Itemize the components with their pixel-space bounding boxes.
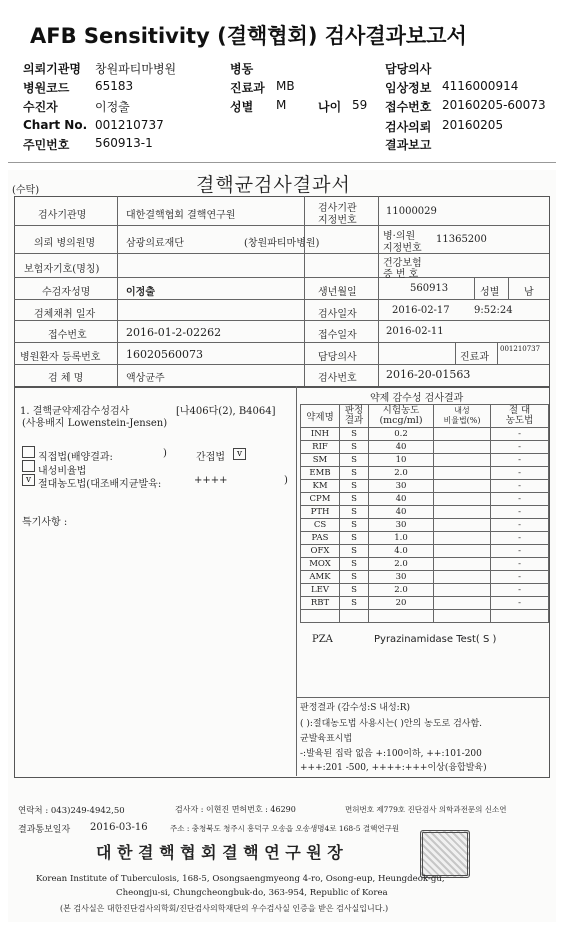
drug-abs: - bbox=[491, 545, 549, 558]
drug-row bbox=[301, 571, 549, 584]
drug-abs: - bbox=[491, 441, 549, 454]
lab-code-value: 11000029 bbox=[386, 206, 437, 217]
col-judge: 판정 결과 bbox=[340, 405, 369, 428]
gender-value: 남 bbox=[524, 287, 534, 298]
drug-conc: 30 bbox=[369, 571, 434, 584]
legend-3: 균발육표시법 bbox=[300, 734, 353, 744]
drug-ratio bbox=[434, 480, 491, 493]
legend-2: ( ):절대농도법 사용시는( )안의 농도로 검사함. bbox=[300, 719, 483, 729]
drug-ratio bbox=[434, 454, 491, 467]
dept-value: MB bbox=[276, 79, 295, 93]
drug-name: MOX bbox=[301, 558, 340, 571]
direct-method-label: 직접법(배양결과: bbox=[38, 452, 113, 463]
sensitivity-table bbox=[300, 404, 549, 623]
org-en-line1: Korean Institute of Tuberculosis, 168-5, Osongsaengmyeong 4-ro, Osong-eup, Heungdeok-gu, bbox=[36, 874, 445, 884]
collection-date-label: 검체채취 일자 bbox=[34, 309, 96, 320]
drug-name: AMK bbox=[301, 571, 340, 584]
drug-judge: S bbox=[340, 441, 369, 454]
hosp-code-label-2: 지정번호 bbox=[383, 243, 422, 254]
dept2-value: 001210737 bbox=[500, 345, 541, 353]
request-label: 검사의뢰 bbox=[385, 120, 432, 134]
lab-name-label: 검사기관명 bbox=[38, 210, 87, 221]
drug-conc: 4.0 bbox=[369, 545, 434, 558]
legend-4: -:발육된 집락 없음 +:100이하, ++:101-200 bbox=[300, 749, 482, 759]
test-code: [나406다(2), B4064] bbox=[176, 406, 276, 417]
age-value: 59 bbox=[352, 98, 368, 112]
drug-abs: - bbox=[491, 532, 549, 545]
report-date-value: 2016-03-16 bbox=[90, 822, 148, 833]
report-date-label: 결과통보일자 bbox=[18, 825, 71, 835]
pza-value: Pyrazinamidase Test( S ) bbox=[374, 634, 497, 645]
certification-note: (본 검사실은 대한진단검사의학회/진단검사의학재단의 우수검사실 인증을 받은 검사실입니다.) bbox=[60, 904, 389, 913]
drug-row bbox=[301, 558, 549, 571]
patient-value: 이정출 bbox=[95, 100, 130, 114]
birth-value: 560913 bbox=[410, 283, 449, 294]
ratio-method-checkbox bbox=[22, 460, 35, 472]
report-label: 결과보고 bbox=[385, 138, 432, 152]
drug-name: RBT bbox=[301, 597, 340, 610]
examinee-value: 이정출 bbox=[126, 287, 155, 298]
examinee-label: 수검자성명 bbox=[42, 287, 91, 298]
drug-judge: S bbox=[340, 571, 369, 584]
drug-row bbox=[301, 493, 549, 506]
header-divider bbox=[8, 162, 556, 163]
drug-ratio bbox=[434, 441, 491, 454]
drug-name: PTH bbox=[301, 506, 340, 519]
drug-conc: 30 bbox=[369, 480, 434, 493]
drug-abs: - bbox=[491, 506, 549, 519]
clinical-label: 임상정보 bbox=[385, 81, 432, 95]
control-growth-value: ++++ bbox=[194, 475, 228, 486]
address-kr: 주소 : 충청북도 청주시 흥덕구 오송읍 오송생명4로 168-5 결핵연구원 bbox=[170, 824, 400, 833]
lab-code-label-2: 지정번호 bbox=[318, 215, 357, 226]
drug-name: SM bbox=[301, 454, 340, 467]
drug-ratio bbox=[434, 506, 491, 519]
test-no-label: 검사번호 bbox=[318, 373, 357, 384]
pza-label: PZA bbox=[312, 634, 333, 645]
drug-row bbox=[301, 480, 549, 493]
doc-title: 결핵균검사결과서 bbox=[196, 174, 351, 196]
drug-name: CS bbox=[301, 519, 340, 532]
age-label: 나이 bbox=[318, 100, 342, 114]
drug-row bbox=[301, 597, 549, 610]
drug-row bbox=[301, 519, 549, 532]
test-name: 1. 결핵균약제감수성검사 bbox=[20, 406, 130, 417]
hosp-code-label-1: 병·의원 bbox=[383, 231, 416, 242]
drug-ratio bbox=[434, 519, 491, 532]
drug-ratio bbox=[434, 467, 491, 480]
insurance-label-1: 건강보험 bbox=[383, 258, 422, 269]
drug-row bbox=[301, 454, 549, 467]
copy-mark: (수탁) bbox=[12, 185, 40, 196]
receipt-date-label: 접수일자 bbox=[318, 330, 357, 341]
drug-name: CPM bbox=[301, 493, 340, 506]
drug-judge: S bbox=[340, 597, 369, 610]
test-time-value: 9:52:24 bbox=[474, 305, 513, 316]
drug-row bbox=[301, 467, 549, 480]
id-label: 주민번호 bbox=[23, 138, 70, 152]
test-date-label: 검사일자 bbox=[318, 309, 357, 320]
receipt-no-label: 접수번호 bbox=[48, 330, 87, 341]
drug-row bbox=[301, 506, 549, 519]
insurance-label-2: 증 번 호 bbox=[383, 269, 419, 280]
patient-label: 수진자 bbox=[23, 100, 58, 114]
drug-judge: S bbox=[340, 519, 369, 532]
drug-abs: - bbox=[491, 480, 549, 493]
drug-row bbox=[301, 584, 549, 597]
ratio-method-label: 내성비율법 bbox=[38, 466, 87, 477]
drug-abs: - bbox=[491, 519, 549, 532]
absolute-method-close: ) bbox=[284, 475, 288, 486]
drug-judge: S bbox=[340, 558, 369, 571]
drug-name: LEV bbox=[301, 584, 340, 597]
drug-row bbox=[301, 441, 549, 454]
hospital-label: 의뢰기관명 bbox=[23, 62, 81, 76]
drug-conc: 30 bbox=[369, 519, 434, 532]
drug-conc: 40 bbox=[369, 441, 434, 454]
direct-method-close: ) bbox=[163, 448, 167, 459]
specimen-label: 검 체 명 bbox=[48, 373, 84, 384]
drug-ratio bbox=[434, 532, 491, 545]
col-abs: 절 대 농도법 bbox=[491, 405, 549, 428]
drug-name: RIF bbox=[301, 441, 340, 454]
receipt-date-value: 2016-02-11 bbox=[386, 326, 444, 337]
drug-judge: S bbox=[340, 493, 369, 506]
report-title: AFB Sensitivity (결핵협회) 검사결과보고서 bbox=[30, 24, 467, 48]
drug-judge: S bbox=[340, 454, 369, 467]
official-seal bbox=[420, 830, 470, 878]
hosp-code-value: 11365200 bbox=[436, 234, 487, 245]
drug-row bbox=[301, 532, 549, 545]
remarks-label: 특기사항 : bbox=[22, 517, 68, 528]
drug-abs: - bbox=[491, 597, 549, 610]
drug-abs: - bbox=[491, 428, 549, 441]
drug-ratio bbox=[434, 558, 491, 571]
drug-conc: 0.2 bbox=[369, 428, 434, 441]
absolute-method-checkbox: v bbox=[22, 474, 35, 486]
drug-row-empty bbox=[301, 610, 549, 623]
drug-abs: - bbox=[491, 454, 549, 467]
drug-ratio bbox=[434, 545, 491, 558]
receipt-no-value: 2016-01-2-02262 bbox=[126, 326, 222, 339]
drug-name: INH bbox=[301, 428, 340, 441]
birth-label: 생년월일 bbox=[318, 287, 357, 298]
drug-conc: 1.0 bbox=[369, 532, 434, 545]
chart-label: Chart No. bbox=[23, 118, 88, 132]
drug-judge: S bbox=[340, 545, 369, 558]
request-value: 20160205 bbox=[442, 118, 504, 132]
col-drug: 약제명 bbox=[301, 405, 340, 428]
indirect-method-label: 간접법 bbox=[196, 452, 225, 463]
patient-reg-label: 병원환자 등록번호 bbox=[20, 352, 101, 363]
sex-value: M bbox=[276, 98, 287, 112]
doctor-label: 담당의사 bbox=[385, 62, 432, 76]
drug-abs: - bbox=[491, 584, 549, 597]
chart-value: 001210737 bbox=[95, 118, 164, 132]
absolute-method-label: 절대농도법(대조배지균발육: bbox=[38, 479, 162, 490]
direct-method-checkbox bbox=[22, 446, 35, 458]
drug-judge: S bbox=[340, 428, 369, 441]
drug-conc: 2.0 bbox=[369, 558, 434, 571]
drug-conc: 2.0 bbox=[369, 584, 434, 597]
drug-conc: 40 bbox=[369, 493, 434, 506]
receipt-label: 접수번호 bbox=[385, 100, 432, 114]
drug-row bbox=[301, 428, 549, 441]
drug-ratio bbox=[434, 584, 491, 597]
drug-conc: 10 bbox=[369, 454, 434, 467]
attending-label: 담당의사 bbox=[318, 352, 357, 363]
drug-row bbox=[301, 545, 549, 558]
ref-hospital-sub: (창원파티마병원) bbox=[244, 238, 320, 249]
drug-name: OFX bbox=[301, 545, 340, 558]
id-value: 560913-1 bbox=[95, 136, 153, 150]
code-label: 병원코드 bbox=[23, 81, 70, 95]
indirect-method-checkbox: v bbox=[233, 448, 246, 460]
lab-name-value: 대한결핵협회 결핵연구원 bbox=[126, 210, 236, 221]
drug-abs: - bbox=[491, 558, 549, 571]
ref-hospital-value: 삼광의료재단 bbox=[126, 238, 184, 249]
drug-name: PAS bbox=[301, 532, 340, 545]
drug-abs: - bbox=[491, 493, 549, 506]
dept2-label: 진료과 bbox=[460, 352, 489, 363]
legend-1: 판정결과 (감수성:S 내성:R) bbox=[300, 703, 410, 713]
drug-name: KM bbox=[301, 480, 340, 493]
contact: 연락처 : 043)249-4942,50 bbox=[18, 806, 125, 816]
test-date-value: 2016-02-17 bbox=[392, 305, 450, 316]
drug-conc: 2.0 bbox=[369, 467, 434, 480]
org-name-kr: 대 한 결 핵 협 회 결 핵 연 구 원 장 bbox=[96, 843, 343, 862]
drug-ratio bbox=[434, 571, 491, 584]
drug-ratio bbox=[434, 493, 491, 506]
sex-label: 성별 bbox=[230, 100, 254, 114]
test-no-value: 2016-20-01563 bbox=[386, 368, 471, 381]
receipt-value: 20160205-60073 bbox=[442, 98, 546, 112]
sens-title: 약제 감수성 검사결과 bbox=[370, 393, 464, 404]
ref-hospital-label: 의뢰 병의원명 bbox=[34, 238, 96, 249]
drug-conc: 20 bbox=[369, 597, 434, 610]
clinical-value: 4116000914 bbox=[442, 79, 519, 93]
hospital-value: 창원파티마병원 bbox=[95, 62, 177, 76]
drug-ratio bbox=[434, 597, 491, 610]
drug-judge: S bbox=[340, 506, 369, 519]
drug-conc: 40 bbox=[369, 506, 434, 519]
code-value: 65183 bbox=[95, 79, 134, 93]
specimen-value: 액상균주 bbox=[126, 373, 165, 384]
test-medium: (사용배지 Lowenstein-Jensen) bbox=[22, 418, 168, 429]
col-conc: 시험농도 (mcg/ml) bbox=[369, 405, 434, 428]
license: 면허번호 제779호 진단검사 의학과전문의 신소연 bbox=[345, 805, 507, 814]
col-ratio: 내성 비율법(%) bbox=[434, 405, 491, 428]
drug-judge: S bbox=[340, 532, 369, 545]
insurer-label: 보험자기호(명칭) bbox=[24, 264, 100, 275]
lab-code-label-1: 검사기관 bbox=[318, 203, 357, 214]
drug-name: EMB bbox=[301, 467, 340, 480]
drug-judge: S bbox=[340, 467, 369, 480]
drug-judge: S bbox=[340, 584, 369, 597]
legend-5: +++:201 -500, ++++:+++이상(융합발육) bbox=[300, 763, 487, 773]
drug-judge: S bbox=[340, 480, 369, 493]
drug-abs: - bbox=[491, 467, 549, 480]
ward-label: 병동 bbox=[230, 62, 254, 76]
gender-label: 성별 bbox=[480, 287, 500, 298]
dept-label: 진료과 bbox=[230, 81, 265, 95]
patient-reg-value: 16020560073 bbox=[126, 348, 203, 361]
drug-abs: - bbox=[491, 571, 549, 584]
drug-ratio bbox=[434, 428, 491, 441]
examiner: 검사자 : 이현진 면허번호 : 46290 bbox=[175, 805, 296, 814]
org-en-line2: Cheongju-si, Chungcheongbuk-do, 363-954, Republic of Korea bbox=[116, 888, 388, 898]
